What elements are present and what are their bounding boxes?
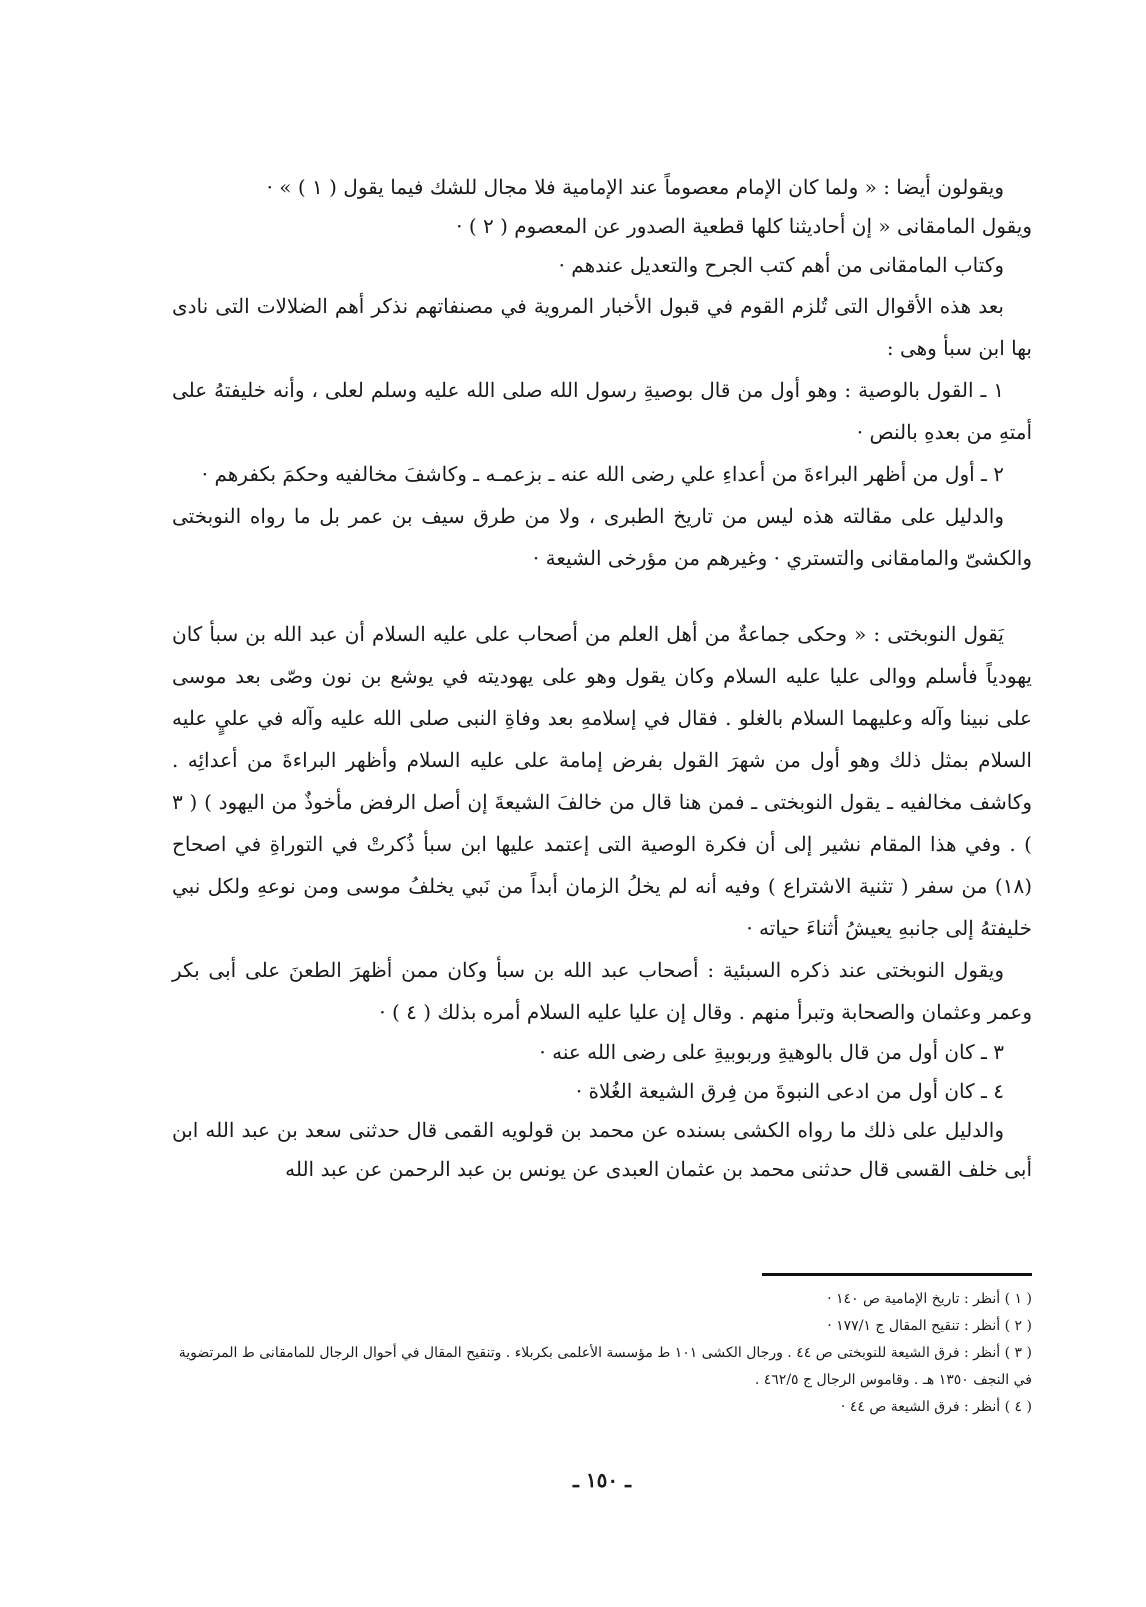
footnote: ( ٤ ) أنظر : فرق الشيعة ص ٤٤ · <box>840 1399 1032 1415</box>
footnote: ( ٢ ) أنظر : تنقيح المقال ج ١٧٧/١ · <box>827 1318 1032 1334</box>
paragraph: والدليل على ذلك ما رواه الكشى بسنده عن محمد بن قولويه القمى قال حدثنى سعد بن عبد الله ابن أبى خلف القسى قال حدثنى محمد بن عثمان العبدى عن يونس بن عبد الرحمن عن عبد الله <box>172 1118 1032 1181</box>
paragraph: ويقولون أيضا : « ولما كان الإمام معصوماً عند الإمامية فلا مجال للشك فيما يقول ( ١ ) » · <box>266 175 1004 199</box>
page-number: ـ ١٥٠ ـ <box>573 1468 631 1492</box>
footnotes <box>172 1286 1032 1421</box>
footnote: ( ٣ ) أنظر : فرق الشيعة للنوبختى ص ٤٤ . ورجال الكشى ١٠١ ط مؤسسة الأعلمى بكربلاء . وتنقيح المقال في أحوال الرجال للمامقانى ط المرتضوية في النجف ١٣٥٠ هـ . وقاموس الرجال ج ٤٦٢/٥ . <box>178 1345 1032 1388</box>
paragraph: وكتاب المامقانى من أهم كتب الجرح والتعديل عندهم · <box>558 253 1004 277</box>
body-text <box>172 168 1032 1189</box>
list-item: ١ ـ القول بالوصية : وهو أول من قال بوصيةِ رسول الله صلى الله عليه وسلم لعلى ، وأنه خليفتهُ على أمتهِ من بعدهِ بالنص · <box>172 378 1032 444</box>
paragraph: بعد هذه الأقوال التى تُلزم القوم في قبول الأخبار المروية في مصنفاتهم نذكر أهم الضلالات التى نادى بها ابن سبأ وهى : <box>172 294 1032 360</box>
list-item: ٣ ـ كان أول من قال بالوهيةِ وربوبيةِ على رضى الله عنه · <box>539 1040 1004 1064</box>
paragraph: والدليل على مقالته هذه ليس من تاريخ الطبرى ، ولا من طرق سيف بن عمر بل ما رواه النوبختى والكشىّ والمامقانى والتستري · وغيرهم من مؤرخى الشيعة · <box>172 504 1032 570</box>
footnote-divider <box>762 1273 1032 1276</box>
paragraph: يَقول النوبختى : « وحكى جماعةٌ من أهل العلم من أصحاب على عليه السلام أن عبد الله بن سبأ كان يهودياً فأسلم ووالى عليا عليه السلام وكان يقول وهو على يهوديته في يوشع بن نون وصّى بعد موسى على نبينا وآله وعليهما السلام بالغلو . فقال في إسلامهِ بعد وفاةِ النبى صلى الله عليه وآله في عليٍ عليه السلام بمثل ذلك وهو أول من شهرَ القول بفرض إمامة على عليه السلام وأظهر البراءةَ من أعدائِه . وكاشف مخالفيه ـ يقول النوبختى ـ فمن هنا قال من خالفَ الشيعةَ إن أصل الرفض مأخوذٌ من اليهود ) ( ٣ ) . وفي هذا المقام نشير إلى أن فكرة الوصية التى إعتمد عليها ابن سبأ ذُكرتْ في التوراةِ في اصحاح (١٨) من سفر ( تثنية الاشتراع ) وفيه أنه لم يخلُ الزمان أبداً من نَبي يخلفُ موسى ومن نوعهِ ولكل نبي خليفتهُ إلى جانبهِ يعيشُ أثناءَ حياته · <box>172 622 1032 940</box>
footnote: ( ١ ) أنظر : تاريخ الإمامية ص ١٤٠ · <box>827 1291 1032 1307</box>
paragraph: ويقول المامقانى « إن أحاديثنا كلها قطعية الصدور عن المعصوم ( ٢ ) · <box>456 214 1032 238</box>
book-page <box>172 168 1032 1578</box>
paragraph: ويقول النوبختى عند ذكره السبئية : أصحاب عبد الله بن سبأ وكان ممن أظهرَ الطعنَ على أبى بكر وعمر وعثمان والصحابة وتبرأ منهم . وقال إن عليا عليه السلام أمره بذلك ( ٤ ) · <box>172 958 1032 1024</box>
list-item: ٤ ـ كان أول من ادعى النبوةَ من فِرق الشيعة الغُلاة · <box>575 1079 1004 1103</box>
list-item: ٢ ـ أول من أظهر البراءةَ من أعداءِ علي رضى الله عنه ـ بزعمـه ـ وكاشفَ مخالفيه وحكمَ بكفرهم · <box>201 462 1004 486</box>
